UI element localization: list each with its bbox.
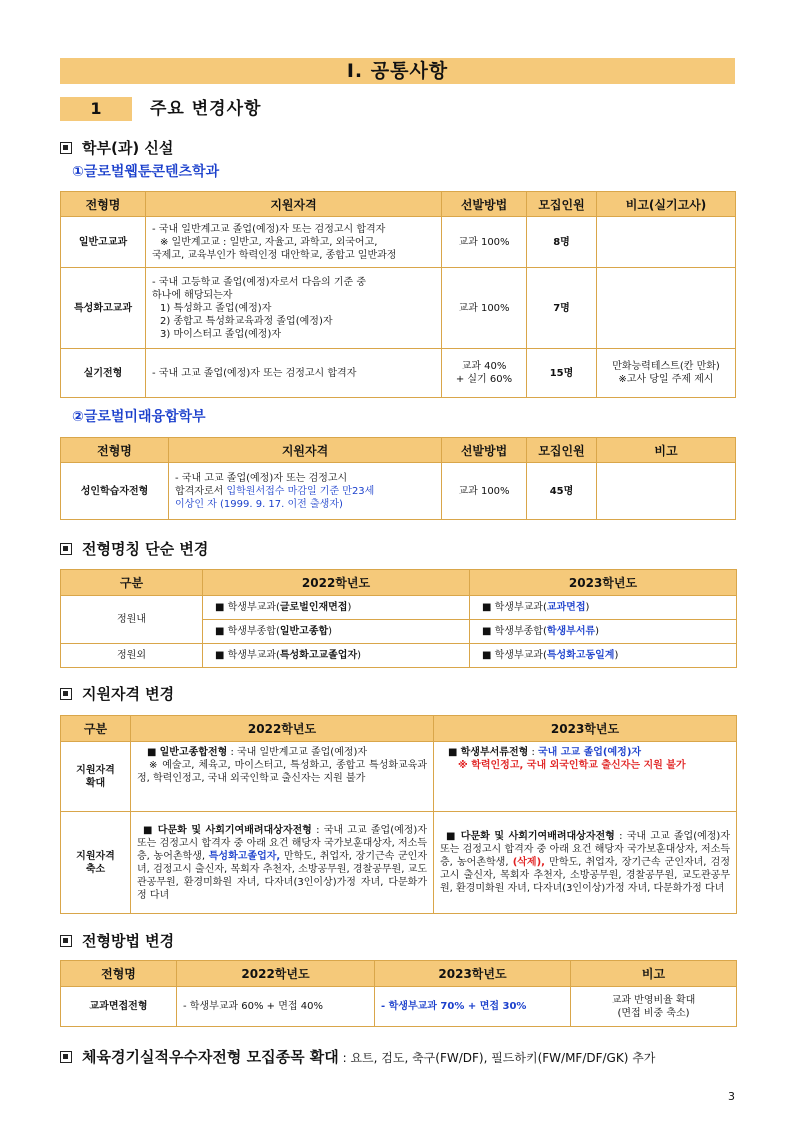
table-header-row bbox=[61, 716, 737, 742]
row-label bbox=[61, 742, 131, 812]
new-name: 교과면접 bbox=[546, 602, 586, 613]
future-convergence-table bbox=[60, 437, 736, 520]
name-suffix: ) bbox=[595, 626, 600, 637]
bullet: ■ bbox=[482, 650, 492, 661]
header-cell: 모집인원 bbox=[527, 438, 597, 463]
table-row bbox=[61, 463, 736, 520]
old-name-cell bbox=[203, 620, 470, 644]
new-method: - 학생부교과 70% + 면접 30% bbox=[375, 987, 571, 1027]
header-cell: 선발방법 bbox=[442, 438, 527, 463]
qual-line: - 국내 일반계고교 졸업(예정)자 또는 검정고시 합격자 bbox=[152, 223, 386, 235]
selection-method: 교과 100% bbox=[442, 268, 527, 349]
selection-method: 교과 100% bbox=[442, 463, 527, 520]
bullet: ■ bbox=[215, 650, 225, 661]
method-line: 교과 40% bbox=[461, 361, 507, 372]
qual-text: : 국내 일반계고교 졸업(예정)자 bbox=[227, 747, 368, 758]
page-number: 3 bbox=[728, 1090, 735, 1103]
name-change-table bbox=[60, 569, 737, 668]
selection-method bbox=[442, 349, 527, 398]
bullet: ■ bbox=[215, 626, 225, 637]
name-suffix: ) bbox=[328, 626, 333, 637]
qual-line: 3) 마이스터고 졸업(예정)자 bbox=[160, 328, 282, 340]
bullet: ■ bbox=[147, 747, 157, 758]
note-cell bbox=[597, 349, 736, 398]
qual-note: ※ 예술고, 체육고, 마이스터고, 특성화고, 종합고 특성화교육과정, 학력인정고, 국내 외국인학교 출신자는 지원 불가 bbox=[137, 760, 427, 784]
deleted-mark: (삭제), bbox=[512, 857, 545, 868]
qual-text: 만학도, 취업자, 장기근속 군인자녀, 검정고시 출신자, 목회자 추천자, 소방공무원, 경찰공무원, 교도관공무원, 환경미화원 자녀, 다자녀(3인이상)가정 자녀, 다문화가정 다녀 bbox=[440, 857, 730, 894]
table-row bbox=[61, 742, 737, 812]
admission-type: 특성화고교과 bbox=[61, 268, 146, 349]
square-bullet-icon bbox=[60, 543, 72, 555]
admission-name: 학생부서류전형 bbox=[460, 747, 529, 758]
qual-text: 만학도, 취업자, 장기근속 군인자녀, 검정고시 출신자, 목회자 추천자, 소방공무원, 경찰공무원, 교도관공무원, 환경미화원 자녀, 다자녀(3인이상)가정 자녀, 다문화가정 다녀 bbox=[137, 850, 427, 901]
subheading-webtoon: ①글로벌웹툰콘텐츠학과 bbox=[72, 164, 220, 180]
qualification-cell bbox=[146, 268, 442, 349]
new-name-cell bbox=[470, 596, 737, 620]
name-suffix: ) bbox=[357, 650, 362, 661]
table-row bbox=[61, 987, 737, 1027]
qual-line: ※ 일반계고교 : 일반고, 자율고, 과학고, 외국어고, bbox=[160, 236, 378, 248]
header-cell: 2023학년도 bbox=[375, 961, 571, 987]
selection-method: 교과 100% bbox=[442, 217, 527, 268]
table-header-row bbox=[61, 438, 736, 463]
bullet: ■ bbox=[446, 831, 457, 842]
qual-line: 2) 종합고 특성화교육과정 졸업(예정)자 bbox=[160, 315, 333, 327]
bullet: ■ bbox=[482, 626, 492, 637]
header-cell: 선발방법 bbox=[442, 192, 527, 217]
header-cell: 비고 bbox=[597, 438, 736, 463]
label-line: 축소 bbox=[85, 863, 106, 875]
qualification-cell bbox=[146, 349, 442, 398]
new-qualification bbox=[434, 812, 737, 914]
header-cell: 전형명 bbox=[61, 192, 146, 217]
table-header-row bbox=[61, 570, 737, 596]
qual-line: - 국내 고교 졸업(예정)자 또는 검정고시 합격자 bbox=[152, 367, 357, 379]
heading-qualification-change bbox=[60, 684, 174, 704]
quota: 7명 bbox=[527, 268, 597, 349]
note-cell bbox=[597, 217, 736, 268]
qual-line: 1) 특성화고 졸업(예정)자 bbox=[160, 302, 272, 314]
bullet: ■ bbox=[143, 824, 154, 836]
heading-text: 지원자격 변경 bbox=[82, 685, 175, 703]
chapter-title: Ⅰ. 공통사항 bbox=[346, 60, 449, 82]
qual-line: 하나에 해당되는자 bbox=[152, 289, 233, 301]
name-prefix: 학생부교과( bbox=[494, 602, 547, 613]
square-bullet-icon bbox=[60, 688, 72, 700]
qualification-cell bbox=[146, 217, 442, 268]
old-method: - 학생부교과 60% + 면접 40% bbox=[177, 987, 375, 1027]
admission-type: 일반고교과 bbox=[61, 217, 146, 268]
header-cell: 지원자격 bbox=[169, 438, 442, 463]
header-cell: 2022학년도 bbox=[177, 961, 375, 987]
name-suffix: ) bbox=[614, 650, 619, 661]
method-change-table bbox=[60, 960, 737, 1027]
name-suffix: ) bbox=[347, 602, 352, 613]
note-line: 교과 반영비율 확대 bbox=[611, 994, 696, 1006]
label-line: 지원자격 bbox=[76, 764, 115, 776]
qual-title-line bbox=[440, 746, 730, 759]
old-name-cell bbox=[203, 644, 470, 668]
new-name: 학생부서류 bbox=[546, 626, 596, 637]
heading-sports-expansion bbox=[60, 1047, 655, 1068]
qual-line: - 국내 고교 졸업(예정)자 또는 검정고시 bbox=[175, 472, 348, 484]
name-prefix: 학생부종합( bbox=[227, 626, 280, 637]
admission-type: 교과면접전형 bbox=[61, 987, 177, 1027]
name-suffix: ) bbox=[585, 602, 590, 613]
qual-note: ※ 학력인정고, 국내 외국인학교 출신자는 지원 불가 bbox=[458, 760, 686, 771]
old-name: 일반고종합 bbox=[279, 626, 329, 637]
header-cell: 지원자격 bbox=[146, 192, 442, 217]
name-prefix: 학생부종합( bbox=[494, 626, 547, 637]
new-name-cell bbox=[470, 620, 737, 644]
row-label bbox=[61, 812, 131, 914]
admission-type: 성인학습자전형 bbox=[61, 463, 169, 520]
webtoon-admission-table bbox=[60, 191, 736, 398]
header-cell: 2022학년도 bbox=[131, 716, 434, 742]
name-prefix: 학생부교과( bbox=[227, 602, 280, 613]
square-bullet-icon bbox=[60, 935, 72, 947]
bullet: ■ bbox=[215, 602, 225, 613]
method-line: + 실기 60% bbox=[455, 374, 513, 385]
heading-text: 전형방법 변경 bbox=[82, 932, 175, 950]
table-header-row bbox=[61, 961, 737, 987]
name-prefix: 학생부교과( bbox=[227, 650, 280, 661]
qual-line: 이상인 자 (1999. 9. 17. 이전 출생자) bbox=[175, 498, 343, 510]
qualification-cell bbox=[169, 463, 442, 520]
old-name: 글로벌인재면접 bbox=[279, 602, 348, 613]
quota: 45명 bbox=[527, 463, 597, 520]
bullet: ■ bbox=[482, 602, 492, 613]
note-cell bbox=[571, 987, 737, 1027]
heading-text: 학부(과) 신설 bbox=[82, 139, 174, 157]
old-name-cell bbox=[203, 596, 470, 620]
label-line: 지원자격 bbox=[76, 850, 115, 862]
heading-text: 체육경기실적우수자전형 모집종목 확대 bbox=[82, 1048, 339, 1066]
admission-name: 일반고종합전형 bbox=[159, 747, 228, 758]
admission-type: 실기전형 bbox=[61, 349, 146, 398]
note-cell bbox=[597, 463, 736, 520]
table-row bbox=[61, 812, 737, 914]
qual-text: : 국내 고교 졸업(예정)자 또는 검정고시 합격자 중 아래 요건 해당자 국가보훈대상자, 저소득층, 농어촌학생, bbox=[440, 831, 730, 868]
header-cell: 구분 bbox=[61, 570, 203, 596]
qualification-change-table bbox=[60, 715, 737, 914]
old-qualification bbox=[131, 742, 434, 812]
group-label: 정원내 bbox=[61, 596, 203, 644]
qual-text: : 국내 고교 졸업(예정)자 또는 검정고시 합격자 중 아래 요건 해당자 국가보훈대상자, 저소득층, 농어촌학생, bbox=[137, 824, 427, 862]
admission-name: 다문화 및 사회기여배려대상자전형 bbox=[157, 824, 312, 836]
note-line: 만화능력테스트(칸 만화) bbox=[612, 361, 720, 372]
qual-line: 국제고, 교육부인가 학력인정 대안학교, 종합고 일반과정 bbox=[152, 249, 397, 261]
header-cell: 2023학년도 bbox=[434, 716, 737, 742]
note-cell bbox=[597, 268, 736, 349]
qual-highlight: 특성화고졸업자, bbox=[208, 850, 281, 862]
quota: 15명 bbox=[527, 349, 597, 398]
qual-highlight: 입학원서접수 마감일 기준 만23세 bbox=[226, 485, 375, 497]
new-name-cell bbox=[470, 644, 737, 668]
new-name: 특성화고동일계 bbox=[546, 650, 615, 661]
heading-new-department bbox=[60, 138, 173, 158]
header-cell: 전형명 bbox=[61, 438, 169, 463]
new-qualification bbox=[434, 742, 737, 812]
table-header-row bbox=[61, 192, 736, 217]
table-row bbox=[61, 644, 737, 668]
heading-text: 전형명칭 단순 변경 bbox=[82, 540, 209, 558]
note-line: ※고사 당일 주제 제시 bbox=[618, 374, 714, 385]
table-row bbox=[61, 217, 736, 268]
note-line: (면접 비중 축소) bbox=[617, 1007, 690, 1019]
qual-text: 합격자로서 bbox=[175, 485, 227, 497]
qual-highlight: 국내 고교 졸업(예정)자 bbox=[538, 747, 642, 758]
old-qualification bbox=[131, 812, 434, 914]
heading-name-change bbox=[60, 539, 208, 559]
group-label: 정원외 bbox=[61, 644, 203, 668]
old-name: 특성화고교졸업자 bbox=[279, 650, 358, 661]
table-row bbox=[61, 349, 736, 398]
qual-line bbox=[175, 485, 435, 498]
section-title: 주요 변경사항 bbox=[150, 99, 262, 119]
header-cell: 2022학년도 bbox=[203, 570, 470, 596]
name-prefix: 학생부교과( bbox=[494, 650, 547, 661]
square-bullet-icon bbox=[60, 142, 72, 154]
bullet: ■ bbox=[448, 747, 458, 758]
header-cell: 구분 bbox=[61, 716, 131, 742]
qual-title-line bbox=[137, 746, 427, 759]
header-cell: 모집인원 bbox=[527, 192, 597, 217]
table-row bbox=[61, 268, 736, 349]
header-cell: 비고 bbox=[571, 961, 737, 987]
qual-line: - 국내 고등학교 졸업(예정)자로서 다음의 기준 중 bbox=[152, 276, 367, 288]
table-row bbox=[61, 596, 737, 620]
section-number: 1 bbox=[90, 99, 102, 118]
heading-method-change bbox=[60, 931, 174, 951]
header-cell: 전형명 bbox=[61, 961, 177, 987]
quota: 8명 bbox=[527, 217, 597, 268]
admission-name: 다문화 및 사회기여배려대상자전형 bbox=[460, 831, 615, 842]
separator: : bbox=[528, 747, 538, 758]
label-line: 확대 bbox=[85, 777, 106, 789]
section-number-box bbox=[60, 97, 132, 121]
square-bullet-icon bbox=[60, 1051, 72, 1063]
header-cell: 2023학년도 bbox=[470, 570, 737, 596]
header-cell: 비고(실기고사) bbox=[597, 192, 736, 217]
chapter-title-bar bbox=[60, 58, 735, 84]
heading-note: : 요트, 검도, 축구(FW/DF), 필드하키(FW/MF/DF/GK) 추가 bbox=[338, 1051, 656, 1065]
subheading-future-convergence: ②글로벌미래융합학부 bbox=[72, 409, 206, 425]
